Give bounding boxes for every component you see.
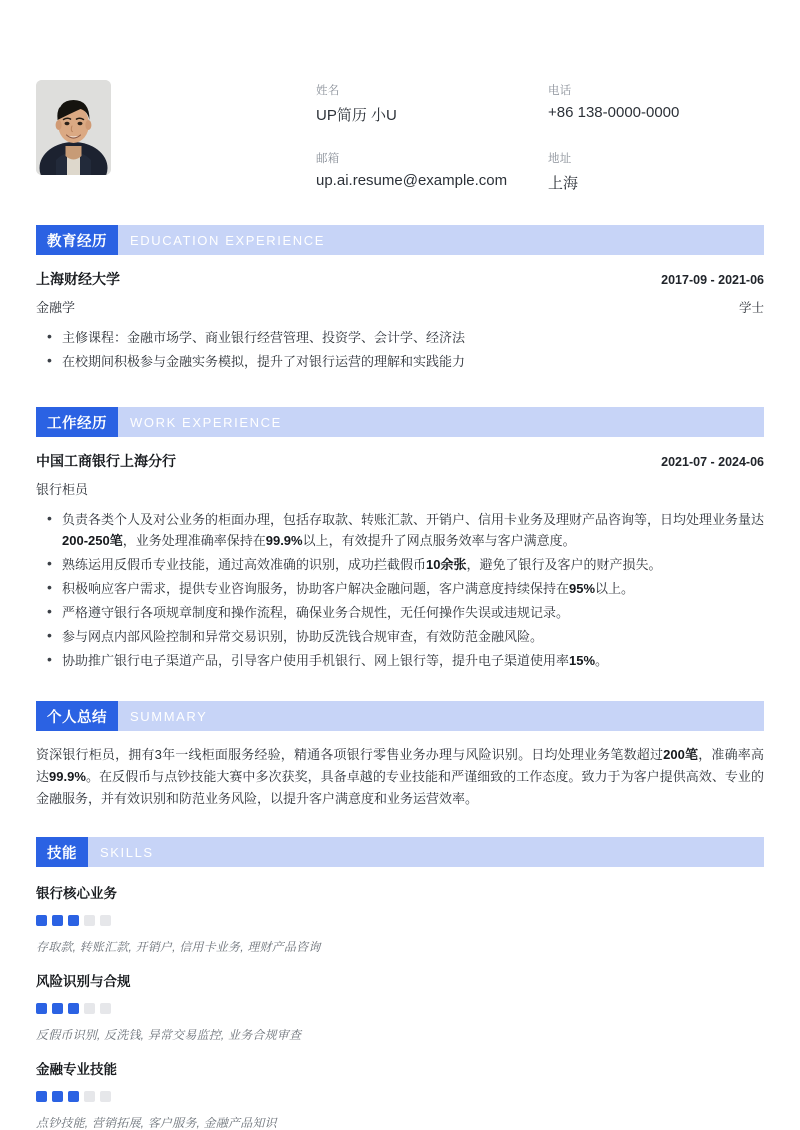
skill-level-meter — [36, 1091, 764, 1102]
spacer — [36, 810, 764, 837]
education-bullets — [36, 327, 764, 372]
section-header-summary — [36, 701, 764, 731]
work-company: 中国工商银行上海分行 — [36, 453, 176, 469]
section-title-en: EDUCATION EXPERIENCE — [118, 225, 764, 255]
list-item: • 积极响应客户需求，提供专业咨询服务，协助客户解决金融问题，客户满意度持续保持在95%以上。 — [62, 578, 764, 599]
education-date: 2017-09 - 2021-06 — [661, 273, 764, 287]
skill-dot-filled — [52, 1091, 63, 1102]
education-degree: 学士 — [738, 301, 764, 315]
contact-field-phone — [548, 82, 764, 125]
section-title-en: SKILLS — [88, 837, 764, 867]
contact-value: up.ai.resume@example.com — [316, 172, 508, 189]
section-title-cn: 工作经历 — [36, 407, 118, 437]
contact-label: 姓名 — [316, 85, 340, 97]
section-title-cn: 个人总结 — [36, 701, 118, 731]
section-title-en: SUMMARY — [118, 701, 764, 731]
section-skills — [36, 837, 764, 1130]
contact-field-email — [316, 150, 532, 193]
contact-grid — [316, 82, 764, 193]
skill-dot-filled — [36, 915, 47, 926]
work-entry — [36, 437, 764, 671]
skill-dot-empty — [84, 915, 95, 926]
skill-name: 金融专业技能 — [36, 1062, 117, 1077]
list-item: • 协助推广银行电子渠道产品，引导客户使用手机银行、网上银行等，提升电子渠道使用率15%。 — [62, 650, 764, 671]
section-header-work — [36, 407, 764, 437]
contact-label: 电话 — [548, 85, 572, 97]
contact-value: +86 138-0000-0000 — [548, 104, 680, 121]
contact-field-address — [548, 150, 764, 193]
skill-name: 银行核心业务 — [36, 886, 117, 901]
education-school: 上海财经大学 — [36, 271, 120, 287]
skill-dot-empty — [100, 1003, 111, 1014]
skill-dot-filled — [52, 915, 63, 926]
skill-dot-filled — [52, 1003, 63, 1014]
skill-item — [36, 867, 764, 955]
section-work — [36, 407, 764, 671]
avatar — [36, 80, 111, 175]
skill-dot-filled — [68, 915, 79, 926]
skill-description: 点钞技能, 营销拓展, 客户服务, 金融产品知识 — [36, 1116, 277, 1130]
section-header-education — [36, 225, 764, 255]
summary-text: 资深银行柜员，拥有3年一线柜面服务经验，精通各项银行零售业务办理与风险识别。日均处理业务笔数超过200笔，准确率高达99.9%。在反假币与点钞技能大赛中多次获奖，具备卓越的专业技能和严谨细致的工作态度。致力于为客户提供高效、专业的金融服务，并有效识别和防范业务风险，以提升客户满意度和业务运营效率。 — [36, 747, 764, 806]
list-item: • 熟练运用反假币专业技能，通过高效准确的识别，成功拦截假币10余张，避免了银行及客户的财产损失。 — [62, 554, 764, 575]
skill-level-meter — [36, 1003, 764, 1014]
education-entry — [36, 255, 764, 372]
list-item: • 负责各类个人及对公业务的柜面办理，包括存取款、转账汇款、开销户、信用卡业务及理财产品咨询等，日均处理业务量达200-250笔，业务处理准确率保持在99.9%以上，有效提升了网点服务效率与客户满意度。 — [62, 509, 764, 551]
section-education — [36, 225, 764, 372]
section-title-cn: 教育经历 — [36, 225, 118, 255]
skill-dot-empty — [84, 1091, 95, 1102]
work-date: 2021-07 - 2024-06 — [661, 455, 764, 469]
skill-dot-empty — [84, 1003, 95, 1014]
portrait-photo-icon — [36, 80, 111, 175]
contact-label: 邮箱 — [316, 153, 340, 165]
skill-dot-filled — [68, 1091, 79, 1102]
skill-description: 反假币识别, 反洗钱, 异常交易监控, 业务合规审查 — [36, 1028, 302, 1042]
skill-item — [36, 955, 764, 1043]
section-title-cn: 技能 — [36, 837, 88, 867]
list-item: • 参与网点内部风险控制和异常交易识别，协助反洗钱合规审查，有效防范金融风险。 — [62, 626, 764, 647]
spacer — [36, 375, 764, 407]
list-item: • 在校期间积极参与金融实务模拟，提升了对银行运营的理解和实践能力 — [62, 351, 764, 372]
list-item: • 严格遵守银行各项规章制度和操作流程，确保业务合规性，无任何操作失误或违规记录。 — [62, 602, 764, 623]
section-header-skills — [36, 837, 764, 867]
contact-label: 地址 — [548, 153, 572, 165]
spacer — [36, 674, 764, 701]
skill-dot-filled — [36, 1003, 47, 1014]
contact-field-name — [316, 82, 532, 125]
resume-header — [36, 0, 764, 193]
spacer — [36, 193, 764, 225]
skill-dot-empty — [100, 915, 111, 926]
contact-value: UP简历 小U — [316, 107, 397, 124]
contact-value: 上海 — [548, 175, 579, 192]
list-item: • 主修课程：金融市场学、商业银行经营管理、投资学、会计学、经济法 — [62, 327, 764, 348]
work-title: 银行柜员 — [36, 482, 89, 497]
work-bullets — [36, 509, 764, 671]
skill-description: 存取款, 转账汇款, 开销户, 信用卡业务, 理财产品咨询 — [36, 940, 321, 954]
skill-dot-filled — [36, 1091, 47, 1102]
skills-list — [36, 867, 764, 1130]
education-major: 金融学 — [36, 300, 76, 315]
skill-dot-filled — [68, 1003, 79, 1014]
skill-item — [36, 1043, 764, 1130]
skill-dot-empty — [100, 1091, 111, 1102]
section-title-en: WORK EXPERIENCE — [118, 407, 764, 437]
skill-name: 风险识别与合规 — [36, 974, 131, 989]
section-summary — [36, 701, 764, 810]
skill-level-meter — [36, 915, 764, 926]
